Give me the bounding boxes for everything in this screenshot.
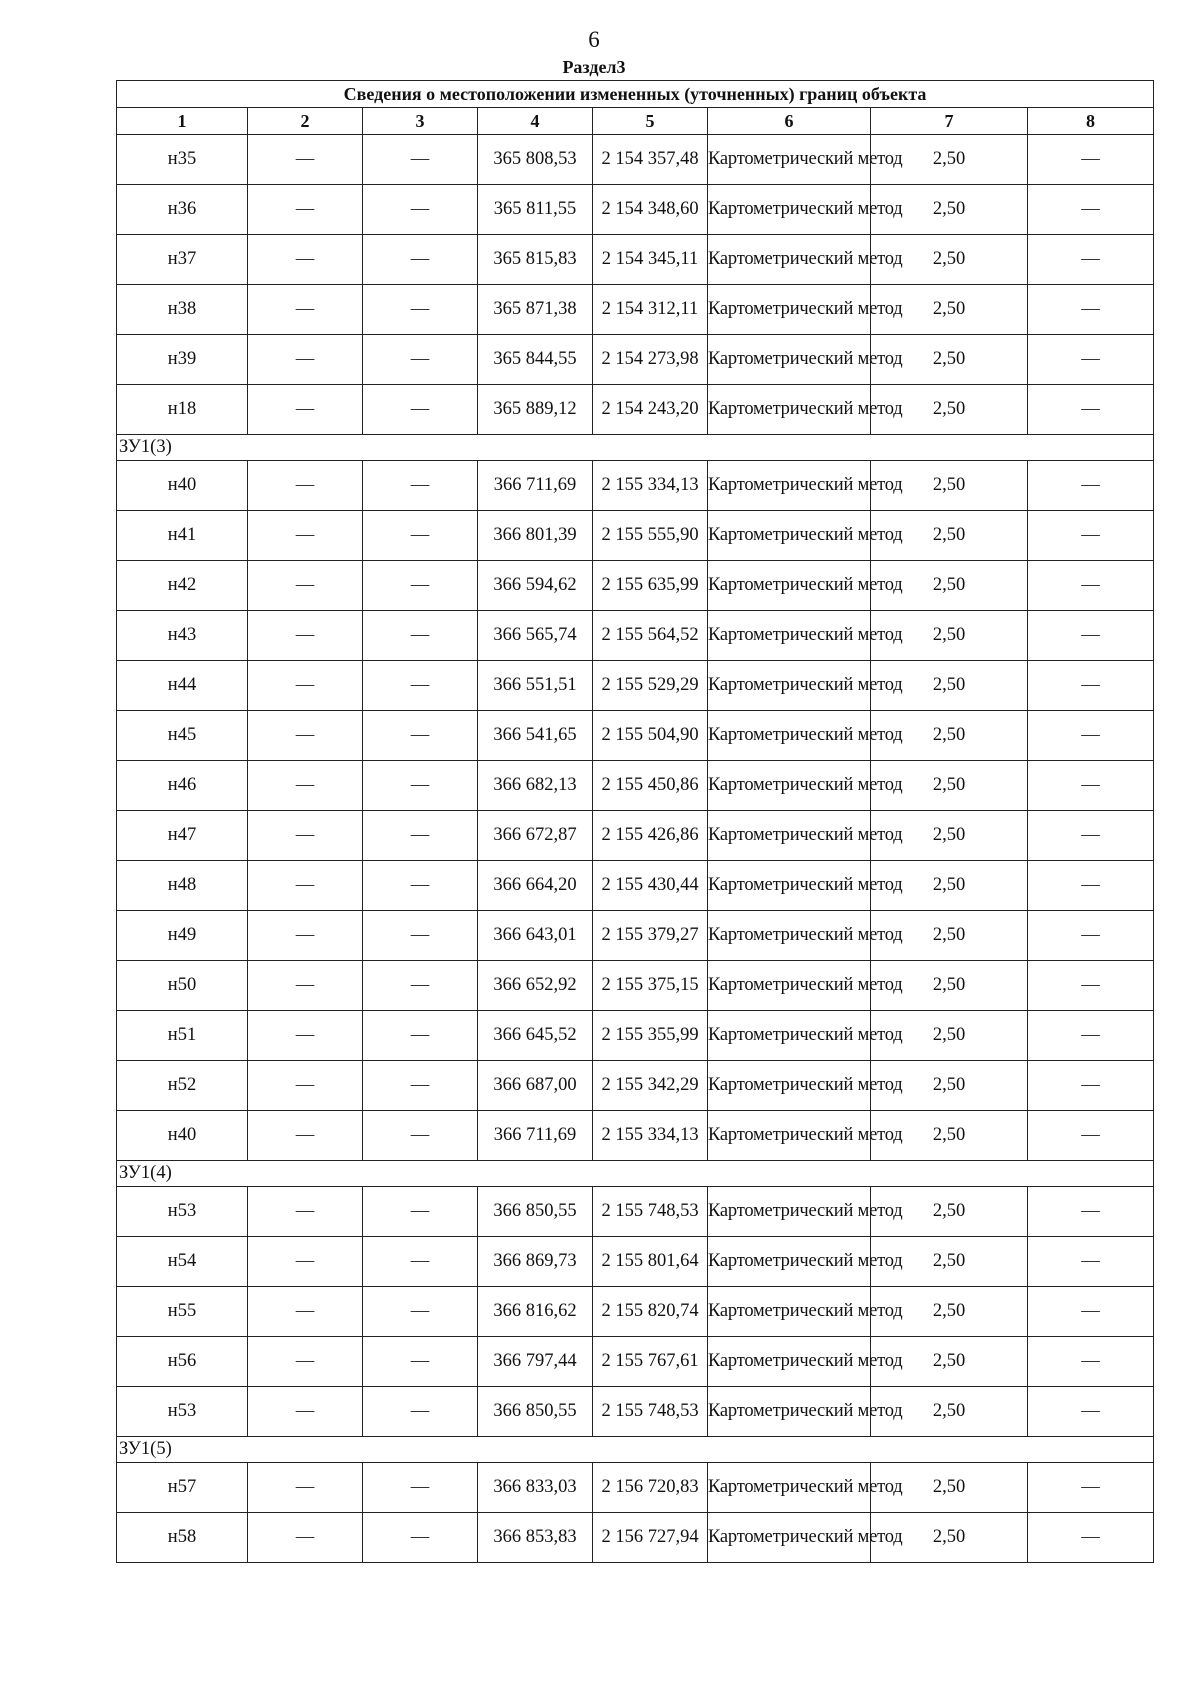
method-cell: Картометрический метод (708, 1387, 871, 1437)
dash-cell: — (363, 1387, 478, 1437)
point-name-cell: н38 (117, 285, 248, 335)
accuracy-cell: 2,50 (871, 761, 1028, 811)
point-name-cell: н45 (117, 711, 248, 761)
y-coordinate-cell: 2 155 801,64 (593, 1237, 708, 1287)
point-name-cell: н40 (117, 1111, 248, 1161)
y-coordinate-cell: 2 155 820,74 (593, 1287, 708, 1337)
table-row (117, 961, 1154, 1011)
y-coordinate-cell: 2 154 273,98 (593, 335, 708, 385)
table-row (117, 1187, 1154, 1237)
table-row (117, 1111, 1154, 1161)
y-coordinate-cell: 2 154 312,11 (593, 285, 708, 335)
accuracy-cell: 2,50 (871, 1011, 1028, 1061)
y-coordinate-cell: 2 155 504,90 (593, 711, 708, 761)
table-row (117, 561, 1154, 611)
dash-cell: — (363, 1513, 478, 1563)
dash-cell: — (248, 611, 363, 661)
method-cell: Картометрический метод (708, 1287, 871, 1337)
column-header: 2 (248, 108, 363, 135)
table-caption: Сведения о местоположении измененных (уточненных) границ объекта (117, 81, 1154, 108)
dash-cell: — (363, 185, 478, 235)
y-coordinate-cell: 2 155 342,29 (593, 1061, 708, 1111)
x-coordinate-cell: 366 711,69 (478, 461, 593, 511)
x-coordinate-cell: 366 869,73 (478, 1237, 593, 1287)
x-coordinate-cell: 366 687,00 (478, 1061, 593, 1111)
dash-cell: — (1028, 1337, 1154, 1387)
point-name-cell: н50 (117, 961, 248, 1011)
y-coordinate-cell: 2 155 529,29 (593, 661, 708, 711)
accuracy-cell: 2,50 (871, 1337, 1028, 1387)
method-cell: Картометрический метод (708, 811, 871, 861)
dash-cell: — (248, 861, 363, 911)
accuracy-cell: 2,50 (871, 1237, 1028, 1287)
accuracy-cell: 2,50 (871, 511, 1028, 561)
accuracy-cell: 2,50 (871, 335, 1028, 385)
dash-cell: — (1028, 661, 1154, 711)
dash-cell: — (1028, 335, 1154, 385)
parcel-group-label: ЗУ1(5) (117, 1437, 1154, 1463)
dash-cell: — (248, 761, 363, 811)
table-row (117, 1237, 1154, 1287)
x-coordinate-cell: 366 797,44 (478, 1337, 593, 1387)
table-row (117, 285, 1154, 335)
point-name-cell: н53 (117, 1387, 248, 1437)
dash-cell: — (363, 1237, 478, 1287)
table-row (117, 461, 1154, 511)
accuracy-cell: 2,50 (871, 385, 1028, 435)
x-coordinate-cell: 366 565,74 (478, 611, 593, 661)
point-name-cell: н43 (117, 611, 248, 661)
dash-cell: — (363, 1463, 478, 1513)
accuracy-cell: 2,50 (871, 1111, 1028, 1161)
accuracy-cell: 2,50 (871, 285, 1028, 335)
dash-cell: — (1028, 1387, 1154, 1437)
dash-cell: — (363, 335, 478, 385)
accuracy-cell: 2,50 (871, 661, 1028, 711)
dash-cell: — (363, 135, 478, 185)
table-row (117, 385, 1154, 435)
method-cell: Картометрический метод (708, 611, 871, 661)
dash-cell: — (363, 1187, 478, 1237)
y-coordinate-cell: 2 155 430,44 (593, 861, 708, 911)
point-name-cell: н52 (117, 1061, 248, 1111)
table-row (117, 511, 1154, 561)
y-coordinate-cell: 2 155 450,86 (593, 761, 708, 811)
y-coordinate-cell: 2 155 355,99 (593, 1011, 708, 1061)
dash-cell: — (248, 385, 363, 435)
y-coordinate-cell: 2 155 555,90 (593, 511, 708, 561)
dash-cell: — (1028, 1187, 1154, 1237)
accuracy-cell: 2,50 (871, 911, 1028, 961)
accuracy-cell: 2,50 (871, 135, 1028, 185)
table-row (117, 185, 1154, 235)
point-name-cell: н55 (117, 1287, 248, 1337)
point-name-cell: н49 (117, 911, 248, 961)
dash-cell: — (1028, 235, 1154, 285)
y-coordinate-cell: 2 156 727,94 (593, 1513, 708, 1563)
table-row (117, 1061, 1154, 1111)
dash-cell: — (363, 235, 478, 285)
table-row (117, 1287, 1154, 1337)
y-coordinate-cell: 2 154 345,11 (593, 235, 708, 285)
table-row (117, 1337, 1154, 1387)
point-name-cell: н35 (117, 135, 248, 185)
dash-cell: — (1028, 1111, 1154, 1161)
dash-cell: — (248, 1187, 363, 1237)
dash-cell: — (248, 335, 363, 385)
accuracy-cell: 2,50 (871, 861, 1028, 911)
x-coordinate-cell: 366 672,87 (478, 811, 593, 861)
point-name-cell: н40 (117, 461, 248, 511)
column-header: 3 (363, 108, 478, 135)
dash-cell: — (363, 1287, 478, 1337)
method-cell: Картометрический метод (708, 511, 871, 561)
dash-cell: — (363, 961, 478, 1011)
x-coordinate-cell: 366 850,55 (478, 1187, 593, 1237)
dash-cell: — (248, 511, 363, 561)
dash-cell: — (1028, 135, 1154, 185)
x-coordinate-cell: 365 871,38 (478, 285, 593, 335)
point-name-cell: н48 (117, 861, 248, 911)
method-cell: Картометрический метод (708, 1463, 871, 1513)
accuracy-cell: 2,50 (871, 1287, 1028, 1337)
table-row (117, 1387, 1154, 1437)
method-cell: Картометрический метод (708, 135, 871, 185)
method-cell: Картометрический метод (708, 1237, 871, 1287)
method-cell: Картометрический метод (708, 561, 871, 611)
method-cell: Картометрический метод (708, 1513, 871, 1563)
method-cell: Картометрический метод (708, 235, 871, 285)
table-body (117, 135, 1154, 1563)
column-header: 8 (1028, 108, 1154, 135)
dash-cell: — (248, 235, 363, 285)
dash-cell: — (248, 461, 363, 511)
dash-cell: — (1028, 1237, 1154, 1287)
dash-cell: — (363, 911, 478, 961)
dash-cell: — (363, 461, 478, 511)
point-name-cell: н37 (117, 235, 248, 285)
point-name-cell: н47 (117, 811, 248, 861)
table-row (117, 335, 1154, 385)
table-row (117, 861, 1154, 911)
table-row (117, 235, 1154, 285)
point-name-cell: н39 (117, 335, 248, 385)
x-coordinate-cell: 365 811,55 (478, 185, 593, 235)
dash-cell: — (363, 811, 478, 861)
point-name-cell: н18 (117, 385, 248, 435)
point-name-cell: н51 (117, 1011, 248, 1061)
x-coordinate-cell: 366 850,55 (478, 1387, 593, 1437)
dash-cell: — (363, 611, 478, 661)
accuracy-cell: 2,50 (871, 1513, 1028, 1563)
table-row (117, 1011, 1154, 1061)
dash-cell: — (248, 1387, 363, 1437)
dash-cell: — (248, 561, 363, 611)
y-coordinate-cell: 2 155 635,99 (593, 561, 708, 611)
dash-cell: — (363, 1061, 478, 1111)
dash-cell: — (363, 561, 478, 611)
x-coordinate-cell: 366 594,62 (478, 561, 593, 611)
x-coordinate-cell: 366 652,92 (478, 961, 593, 1011)
y-coordinate-cell: 2 155 375,15 (593, 961, 708, 1011)
point-name-cell: н58 (117, 1513, 248, 1563)
x-coordinate-cell: 366 833,03 (478, 1463, 593, 1513)
dash-cell: — (363, 1011, 478, 1061)
dash-cell: — (248, 285, 363, 335)
dash-cell: — (248, 135, 363, 185)
point-name-cell: н54 (117, 1237, 248, 1287)
method-cell: Картометрический метод (708, 1111, 871, 1161)
y-coordinate-cell: 2 155 334,13 (593, 461, 708, 511)
dash-cell: — (1028, 185, 1154, 235)
dash-cell: — (248, 185, 363, 235)
dash-cell: — (248, 711, 363, 761)
dash-cell: — (1028, 861, 1154, 911)
table-row (117, 1513, 1154, 1563)
point-name-cell: н56 (117, 1337, 248, 1387)
accuracy-cell: 2,50 (871, 1187, 1028, 1237)
method-cell: Картометрический метод (708, 185, 871, 235)
x-coordinate-cell: 366 682,13 (478, 761, 593, 811)
dash-cell: — (248, 1463, 363, 1513)
x-coordinate-cell: 366 853,83 (478, 1513, 593, 1563)
dash-cell: — (248, 1061, 363, 1111)
y-coordinate-cell: 2 155 379,27 (593, 911, 708, 961)
table-row (117, 135, 1154, 185)
parcel-group-row (117, 1437, 1154, 1463)
y-coordinate-cell: 2 154 348,60 (593, 185, 708, 235)
dash-cell: — (363, 761, 478, 811)
x-coordinate-cell: 365 808,53 (478, 135, 593, 185)
column-header: 7 (871, 108, 1028, 135)
dash-cell: — (1028, 711, 1154, 761)
point-name-cell: н36 (117, 185, 248, 235)
dash-cell: — (248, 911, 363, 961)
accuracy-cell: 2,50 (871, 961, 1028, 1011)
dash-cell: — (1028, 285, 1154, 335)
dash-cell: — (248, 1337, 363, 1387)
dash-cell: — (363, 861, 478, 911)
dash-cell: — (1028, 511, 1154, 561)
accuracy-cell: 2,50 (871, 235, 1028, 285)
dash-cell: — (248, 1287, 363, 1337)
column-number-row (117, 108, 1154, 135)
x-coordinate-cell: 366 643,01 (478, 911, 593, 961)
table-row (117, 611, 1154, 661)
x-coordinate-cell: 366 801,39 (478, 511, 593, 561)
dash-cell: — (1028, 911, 1154, 961)
dash-cell: — (1028, 761, 1154, 811)
dash-cell: — (363, 1337, 478, 1387)
method-cell: Картометрический метод (708, 911, 871, 961)
parcel-group-row (117, 435, 1154, 461)
x-coordinate-cell: 366 551,51 (478, 661, 593, 711)
dash-cell: — (1028, 461, 1154, 511)
column-header: 6 (708, 108, 871, 135)
x-coordinate-cell: 366 541,65 (478, 711, 593, 761)
accuracy-cell: 2,50 (871, 711, 1028, 761)
dash-cell: — (1028, 961, 1154, 1011)
accuracy-cell: 2,50 (871, 611, 1028, 661)
point-name-cell: н53 (117, 1187, 248, 1237)
table-row (117, 1463, 1154, 1513)
method-cell: Картометрический метод (708, 861, 871, 911)
dash-cell: — (1028, 811, 1154, 861)
dash-cell: — (363, 1111, 478, 1161)
x-coordinate-cell: 366 664,20 (478, 861, 593, 911)
dash-cell: — (248, 1111, 363, 1161)
accuracy-cell: 2,50 (871, 1061, 1028, 1111)
y-coordinate-cell: 2 155 564,52 (593, 611, 708, 661)
dash-cell: — (363, 711, 478, 761)
y-coordinate-cell: 2 155 748,53 (593, 1187, 708, 1237)
table-row (117, 911, 1154, 961)
point-name-cell: н57 (117, 1463, 248, 1513)
method-cell: Картометрический метод (708, 961, 871, 1011)
dash-cell: — (248, 1237, 363, 1287)
method-cell: Картометрический метод (708, 711, 871, 761)
y-coordinate-cell: 2 156 720,83 (593, 1463, 708, 1513)
y-coordinate-cell: 2 154 357,48 (593, 135, 708, 185)
page-number: 6 (588, 27, 600, 52)
point-name-cell: н44 (117, 661, 248, 711)
dash-cell: — (1028, 1463, 1154, 1513)
y-coordinate-cell: 2 155 334,13 (593, 1111, 708, 1161)
x-coordinate-cell: 366 645,52 (478, 1011, 593, 1061)
section-title: Раздел3 (562, 57, 626, 77)
dash-cell: — (1028, 611, 1154, 661)
method-cell: Картометрический метод (708, 1187, 871, 1237)
method-cell: Картометрический метод (708, 1011, 871, 1061)
dash-cell: — (1028, 1011, 1154, 1061)
boundary-coordinates-table (116, 80, 1154, 1563)
method-cell: Картометрический метод (708, 1061, 871, 1111)
parcel-group-row (117, 1161, 1154, 1187)
dash-cell: — (1028, 1061, 1154, 1111)
dash-cell: — (363, 285, 478, 335)
dash-cell: — (248, 811, 363, 861)
x-coordinate-cell: 366 711,69 (478, 1111, 593, 1161)
point-name-cell: н41 (117, 511, 248, 561)
dash-cell: — (1028, 385, 1154, 435)
dash-cell: — (1028, 1287, 1154, 1337)
method-cell: Картометрический метод (708, 385, 871, 435)
dash-cell: — (248, 1513, 363, 1563)
method-cell: Картометрический метод (708, 1337, 871, 1387)
dash-cell: — (363, 661, 478, 711)
point-name-cell: н46 (117, 761, 248, 811)
method-cell: Картометрический метод (708, 761, 871, 811)
dash-cell: — (1028, 1513, 1154, 1563)
y-coordinate-cell: 2 155 767,61 (593, 1337, 708, 1387)
table-row (117, 761, 1154, 811)
column-header: 1 (117, 108, 248, 135)
point-name-cell: н42 (117, 561, 248, 611)
dash-cell: — (363, 511, 478, 561)
y-coordinate-cell: 2 155 748,53 (593, 1387, 708, 1437)
dash-cell: — (1028, 561, 1154, 611)
table-row (117, 661, 1154, 711)
y-coordinate-cell: 2 154 243,20 (593, 385, 708, 435)
dash-cell: — (363, 385, 478, 435)
x-coordinate-cell: 366 816,62 (478, 1287, 593, 1337)
table-row (117, 711, 1154, 761)
parcel-group-label: ЗУ1(4) (117, 1161, 1154, 1187)
accuracy-cell: 2,50 (871, 1387, 1028, 1437)
column-header: 4 (478, 108, 593, 135)
accuracy-cell: 2,50 (871, 461, 1028, 511)
dash-cell: — (248, 961, 363, 1011)
method-cell: Картометрический метод (708, 461, 871, 511)
column-header: 5 (593, 108, 708, 135)
accuracy-cell: 2,50 (871, 185, 1028, 235)
dash-cell: — (248, 1011, 363, 1061)
accuracy-cell: 2,50 (871, 561, 1028, 611)
dash-cell: — (248, 661, 363, 711)
method-cell: Картометрический метод (708, 285, 871, 335)
y-coordinate-cell: 2 155 426,86 (593, 811, 708, 861)
x-coordinate-cell: 365 844,55 (478, 335, 593, 385)
accuracy-cell: 2,50 (871, 811, 1028, 861)
method-cell: Картометрический метод (708, 335, 871, 385)
parcel-group-label: ЗУ1(3) (117, 435, 1154, 461)
x-coordinate-cell: 365 889,12 (478, 385, 593, 435)
x-coordinate-cell: 365 815,83 (478, 235, 593, 285)
accuracy-cell: 2,50 (871, 1463, 1028, 1513)
method-cell: Картометрический метод (708, 661, 871, 711)
table-row (117, 811, 1154, 861)
